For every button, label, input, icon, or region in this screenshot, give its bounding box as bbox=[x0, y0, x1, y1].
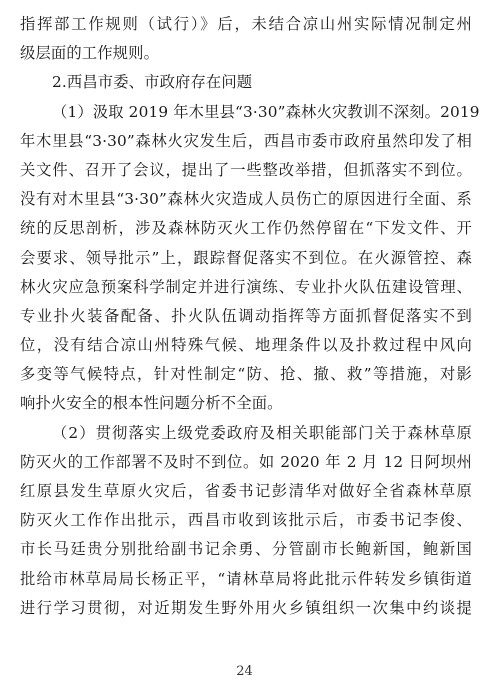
paragraph-start: （2）贯彻落实上级党委政府及相关职能部门关于森林草原 bbox=[52, 423, 472, 442]
text-line: 专业扑火装备配备、扑火队伍调动指挥等方面抓督促落实不到 bbox=[20, 306, 472, 325]
text-line: 批给市林草局局长杨正平，“请林草局将此批示件转发乡镇街道 bbox=[20, 569, 472, 588]
text-line: 没有对木里县“3·30”森林火灾造成人员伤亡的原因进行全面、系 bbox=[20, 190, 472, 209]
text-line: 红原县发生草原火灾后，省委书记彭清华对做好全省森林草原 bbox=[20, 482, 472, 500]
text-line: 指挥部工作规则（试行）》后，未结合凉山州实际情况制定州 bbox=[20, 15, 472, 33]
text-line: 会要求、领导批示”上，跟踪督促落实不到位。在火源管控、森 bbox=[20, 248, 472, 267]
text-line: 市长马廷贵分别批给副书记余勇、分管副市长鲍新国，鲍新国 bbox=[20, 540, 472, 559]
text-line: 进行学习贯彻，对近期发生野外用火乡镇组织一次集中约谈提 bbox=[20, 598, 472, 617]
section-heading: 2.西昌市委、市政府存在问题 bbox=[52, 73, 253, 92]
text-line: 统的反思剖析，涉及森林防灭火工作仍然停留在“下发文件、开 bbox=[20, 219, 472, 238]
paragraph-start: （1）汲取 2019 年木里县“3·30”森林火灾教训不深刻。2019 bbox=[52, 102, 480, 121]
text-line: 多变等气候特点，针对性制定“防、抢、撤、救”等措施，对影 bbox=[20, 365, 472, 384]
page-number: 24 bbox=[236, 664, 253, 679]
text-line: 防灭火的工作部署不及时不到位。如 2020 年 2 月 12 日阿坝州 bbox=[20, 452, 472, 471]
text-line: 年木里县“3·30”森林火灾发生后，西昌市委市政府虽然印发了相 bbox=[20, 131, 472, 150]
text-line: 位，没有结合凉山州特殊气候、地理条件以及扑救过程中风向 bbox=[20, 336, 472, 355]
text-line: 关文件、召开了会议，提出了一些整改举措，但抓落实不到位。 bbox=[20, 160, 472, 179]
text-line: 响扑火安全的根本性问题分析不全面。 bbox=[20, 394, 283, 413]
text-line: 防灭火工作作出批示，西昌市收到该批示后，市委书记李俊、 bbox=[20, 511, 472, 530]
document-body bbox=[20, 10, 480, 623]
text-line: 级层面的工作规则。 bbox=[20, 44, 160, 63]
text-line: 林火灾应急预案科学制定并进行演练、专业扑火队伍建设管理、 bbox=[20, 277, 472, 296]
